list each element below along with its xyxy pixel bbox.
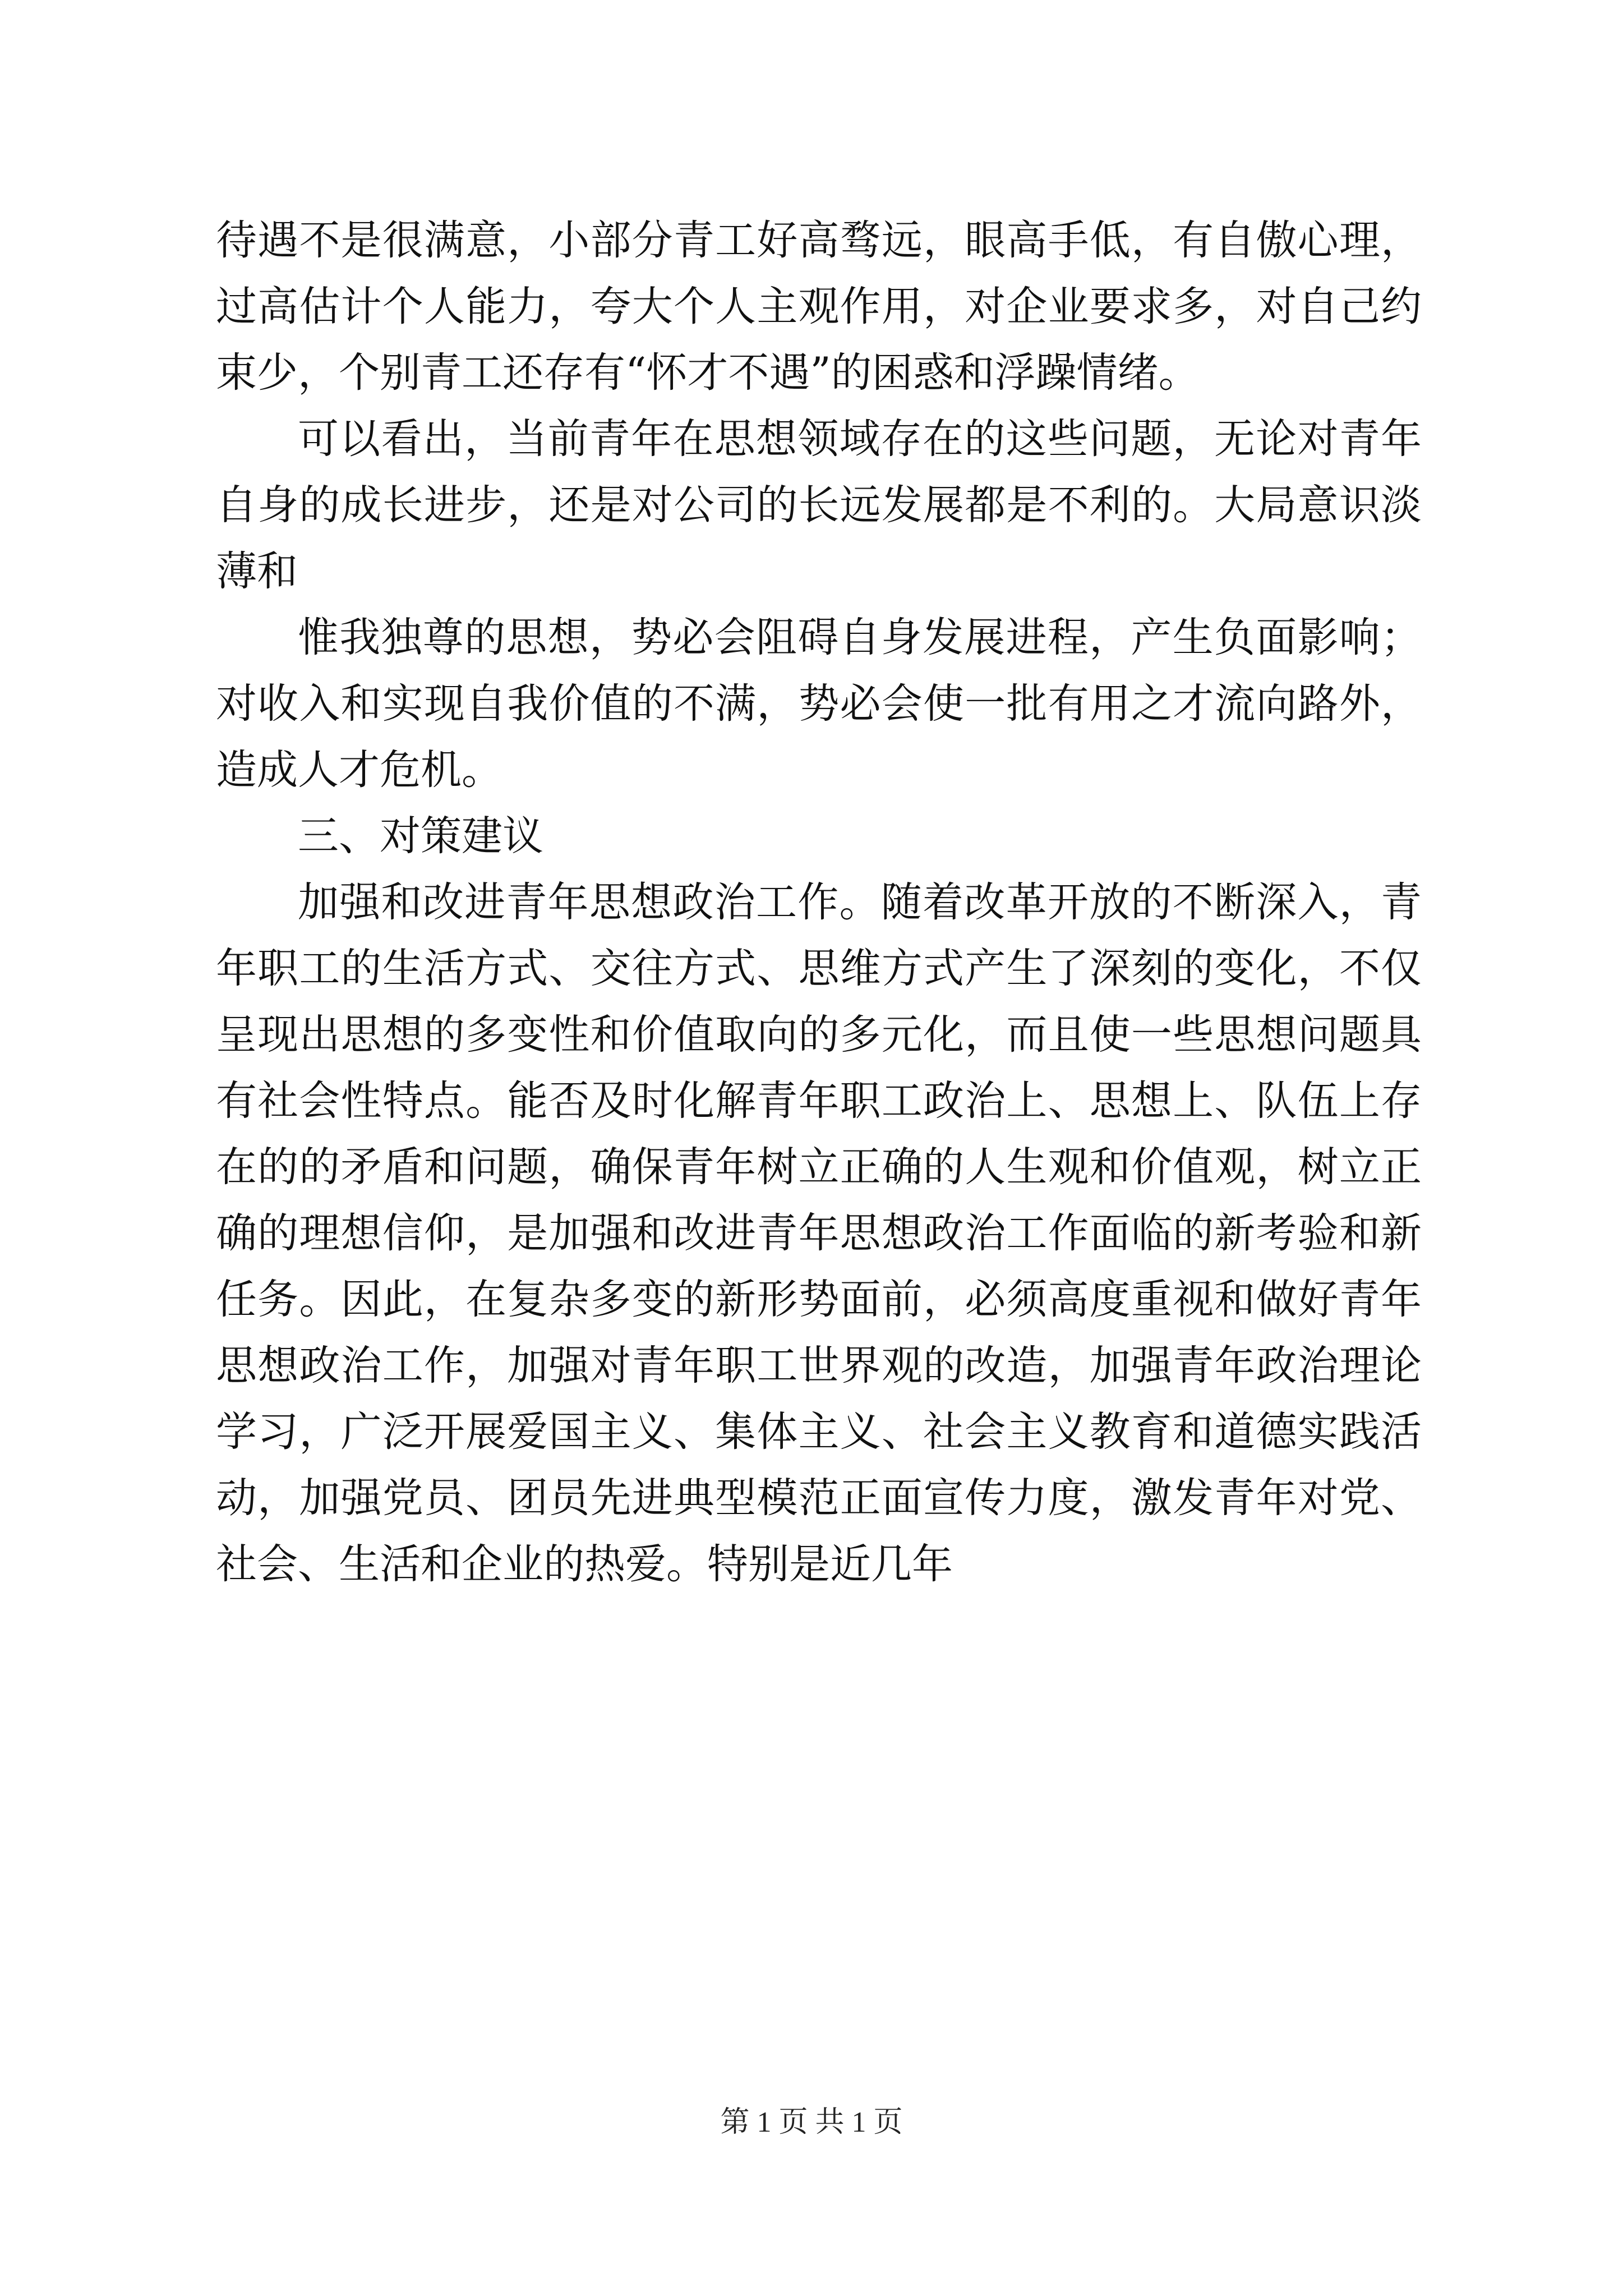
section-heading: 三、对策建议: [298, 812, 543, 860]
paragraph-4: 加强和改进青年思想政治工作。随着改革开放的不断深入，青年职工的生活方式、交往方式、思维方式产生了深刻的变化，不仅呈现出思想的多变性和价值取向的多元化，而且使一些思想问题具有社会性特点。能否及时化解青年职工政治上、思想上、队伍上存在的的矛盾和问题，确保青年树立正确的人生观和价值观，树立正确的理想信仰，是加强和改进青年思想政治工作面临的新考验和新任务。因此，在复杂多变的新形势面前，必须高度重视和做好青年思想政治工作，加强对青年职工世界观的改造，加强青年政治理论学习，广泛开展爱国主义、集体主义、社会主义教育和道德实践活动，加强党员、团员先进典型模范正面宣传力度，激发青年对党、社会、生活和企业的热爱。特别是近几年: [216, 878, 1422, 1588]
paragraph-1: 待遇不是很满意，小部分青工好高骛远，眼高手低，有自傲心理，过高估计个人能力，夸大个人主观作用，对企业要求多，对自己约束少，个别青工还存有“怀才不遇”的困惑和浮躁情绪。: [216, 217, 1422, 397]
page-footer: [0, 2098, 1623, 2140]
page-number-label: 第 1 页 共 1 页: [720, 2106, 903, 2138]
paragraph-2: 可以看出，当前青年在思想领域存在的这些问题，无论对青年自身的成长进步，还是对公司的长远发展都是不利的。大局意识淡薄和: [216, 415, 1422, 595]
document-body: [216, 208, 1422, 1598]
paragraph-3: 惟我独尊的思想，势必会阻碍自身发展进程，产生负面影响；对收入和实现自我价值的不满，势必会使一批有用之才流向路外，造成人才危机。: [216, 614, 1422, 794]
